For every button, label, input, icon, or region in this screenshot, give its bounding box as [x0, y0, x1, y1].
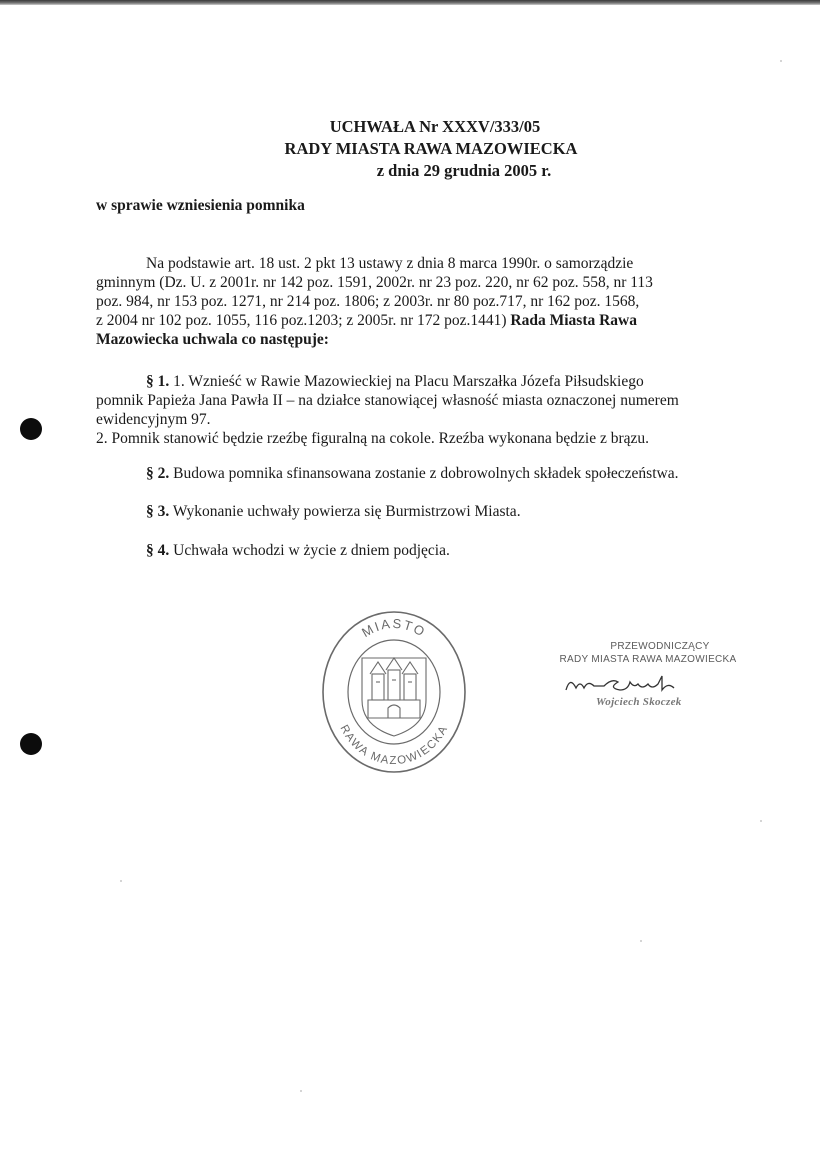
- legal-basis-line: [96, 311, 726, 330]
- resolution-number: UCHWAŁA Nr XXXV/333/05: [329, 117, 541, 136]
- paragraph-1-label: § 1.: [146, 373, 170, 390]
- legal-basis-text: z 2004 nr 102 poz. 1055, 116 poz.1203; z 2005r. nr 172 poz.1441): [96, 312, 511, 329]
- resolution-date: z dnia 29 grudnia 2005 r.: [376, 161, 552, 180]
- punch-hole-bottom: [20, 733, 42, 755]
- scan-speck: [640, 940, 642, 942]
- seal-bottom-text: RAWA MAZOWIECKA: [337, 723, 451, 768]
- seal-outer-ring: [323, 612, 465, 772]
- paragraph-1-text: 1. Wznieść w Rawie Mazowieckiej na Placu Marszałka Józefa Piłsudskiego: [169, 373, 644, 390]
- resolution-subject: w sprawie wzniesienia pomnika: [96, 197, 305, 214]
- legal-basis-line: Na podstawie art. 18 ust. 2 pkt 13 ustawy z dnia 8 marca 1990r. o samorządzie: [146, 255, 634, 272]
- paragraph-2: [146, 465, 678, 483]
- legal-basis-line: gminnym (Dz. U. z 2001r. nr 142 poz. 1591, 2002r. nr 23 poz. 220, nr 62 poz. 558, nr 113: [96, 274, 653, 291]
- council-decision: Rada Miasta Rawa: [510, 312, 638, 329]
- signature-block: [548, 640, 748, 708]
- legal-basis-line: poz. 984, nr 153 poz. 1271, nr 214 poz. 1806; z 2003r. nr 80 poz.717, nr 162 poz. 1568,: [96, 293, 640, 310]
- paragraph-1-line: 2. Pomnik stanowić będzie rzeźbę figuralną na cokole. Rzeźba wykonana będzie z brązu.: [96, 430, 650, 447]
- paragraph-3: [146, 503, 521, 521]
- paragraph-3-text: Wykonanie uchwały powierza się Burmistrzowi Miasta.: [169, 503, 521, 520]
- scan-top-edge: [0, 0, 820, 5]
- council-decision-cont: Mazowiecka uchwala co następuje:: [96, 331, 329, 348]
- paragraph-1: [96, 372, 726, 448]
- council-name: RADY MIASTA RAWA MAZOWIECKA: [284, 139, 578, 158]
- paragraph-2-text: Budowa pomnika sfinansowana zostanie z dobrowolnych składek społeczeństwa.: [169, 465, 679, 482]
- signatory-name: Wojciech Skoczek: [596, 696, 682, 708]
- signatory-title: PRZEWODNICZĄCY: [610, 641, 710, 652]
- scan-speck: [760, 820, 762, 822]
- paragraph-4-label: § 4.: [146, 542, 170, 559]
- scan-speck: [780, 60, 782, 62]
- svg-text:RAWA MAZOWIECKA: [337, 723, 450, 767]
- paragraph-4: [146, 542, 450, 560]
- paragraph-3-label: § 3.: [146, 503, 170, 520]
- scan-speck: [300, 1090, 302, 1092]
- svg-text:MIASTO: [359, 616, 429, 640]
- paragraph-1-line: ewidencyjnym 97.: [96, 411, 211, 428]
- scan-speck: [120, 880, 122, 882]
- legal-basis: [96, 254, 726, 349]
- paragraph-1-line: [96, 372, 726, 391]
- legal-basis-line: [96, 330, 726, 349]
- city-seal-stamp: [320, 608, 468, 776]
- coat-of-arms-icon: [362, 658, 426, 736]
- handwritten-signature: [564, 670, 704, 696]
- seal-top-text: MIASTO: [359, 615, 429, 641]
- paragraph-2-label: § 2.: [146, 465, 170, 482]
- document-header: [0, 116, 820, 182]
- paragraph-1-line: pomnik Papieża Jana Pawła II – na działce stanowiącej własność miasta oznaczonej numerem: [96, 392, 679, 409]
- paragraph-4-text: Uchwała wchodzi w życie z dniem podjęcia.: [169, 542, 450, 559]
- signatory-office: RADY MIASTA RAWA MAZOWIECKA: [559, 654, 737, 665]
- punch-hole-top: [20, 418, 42, 440]
